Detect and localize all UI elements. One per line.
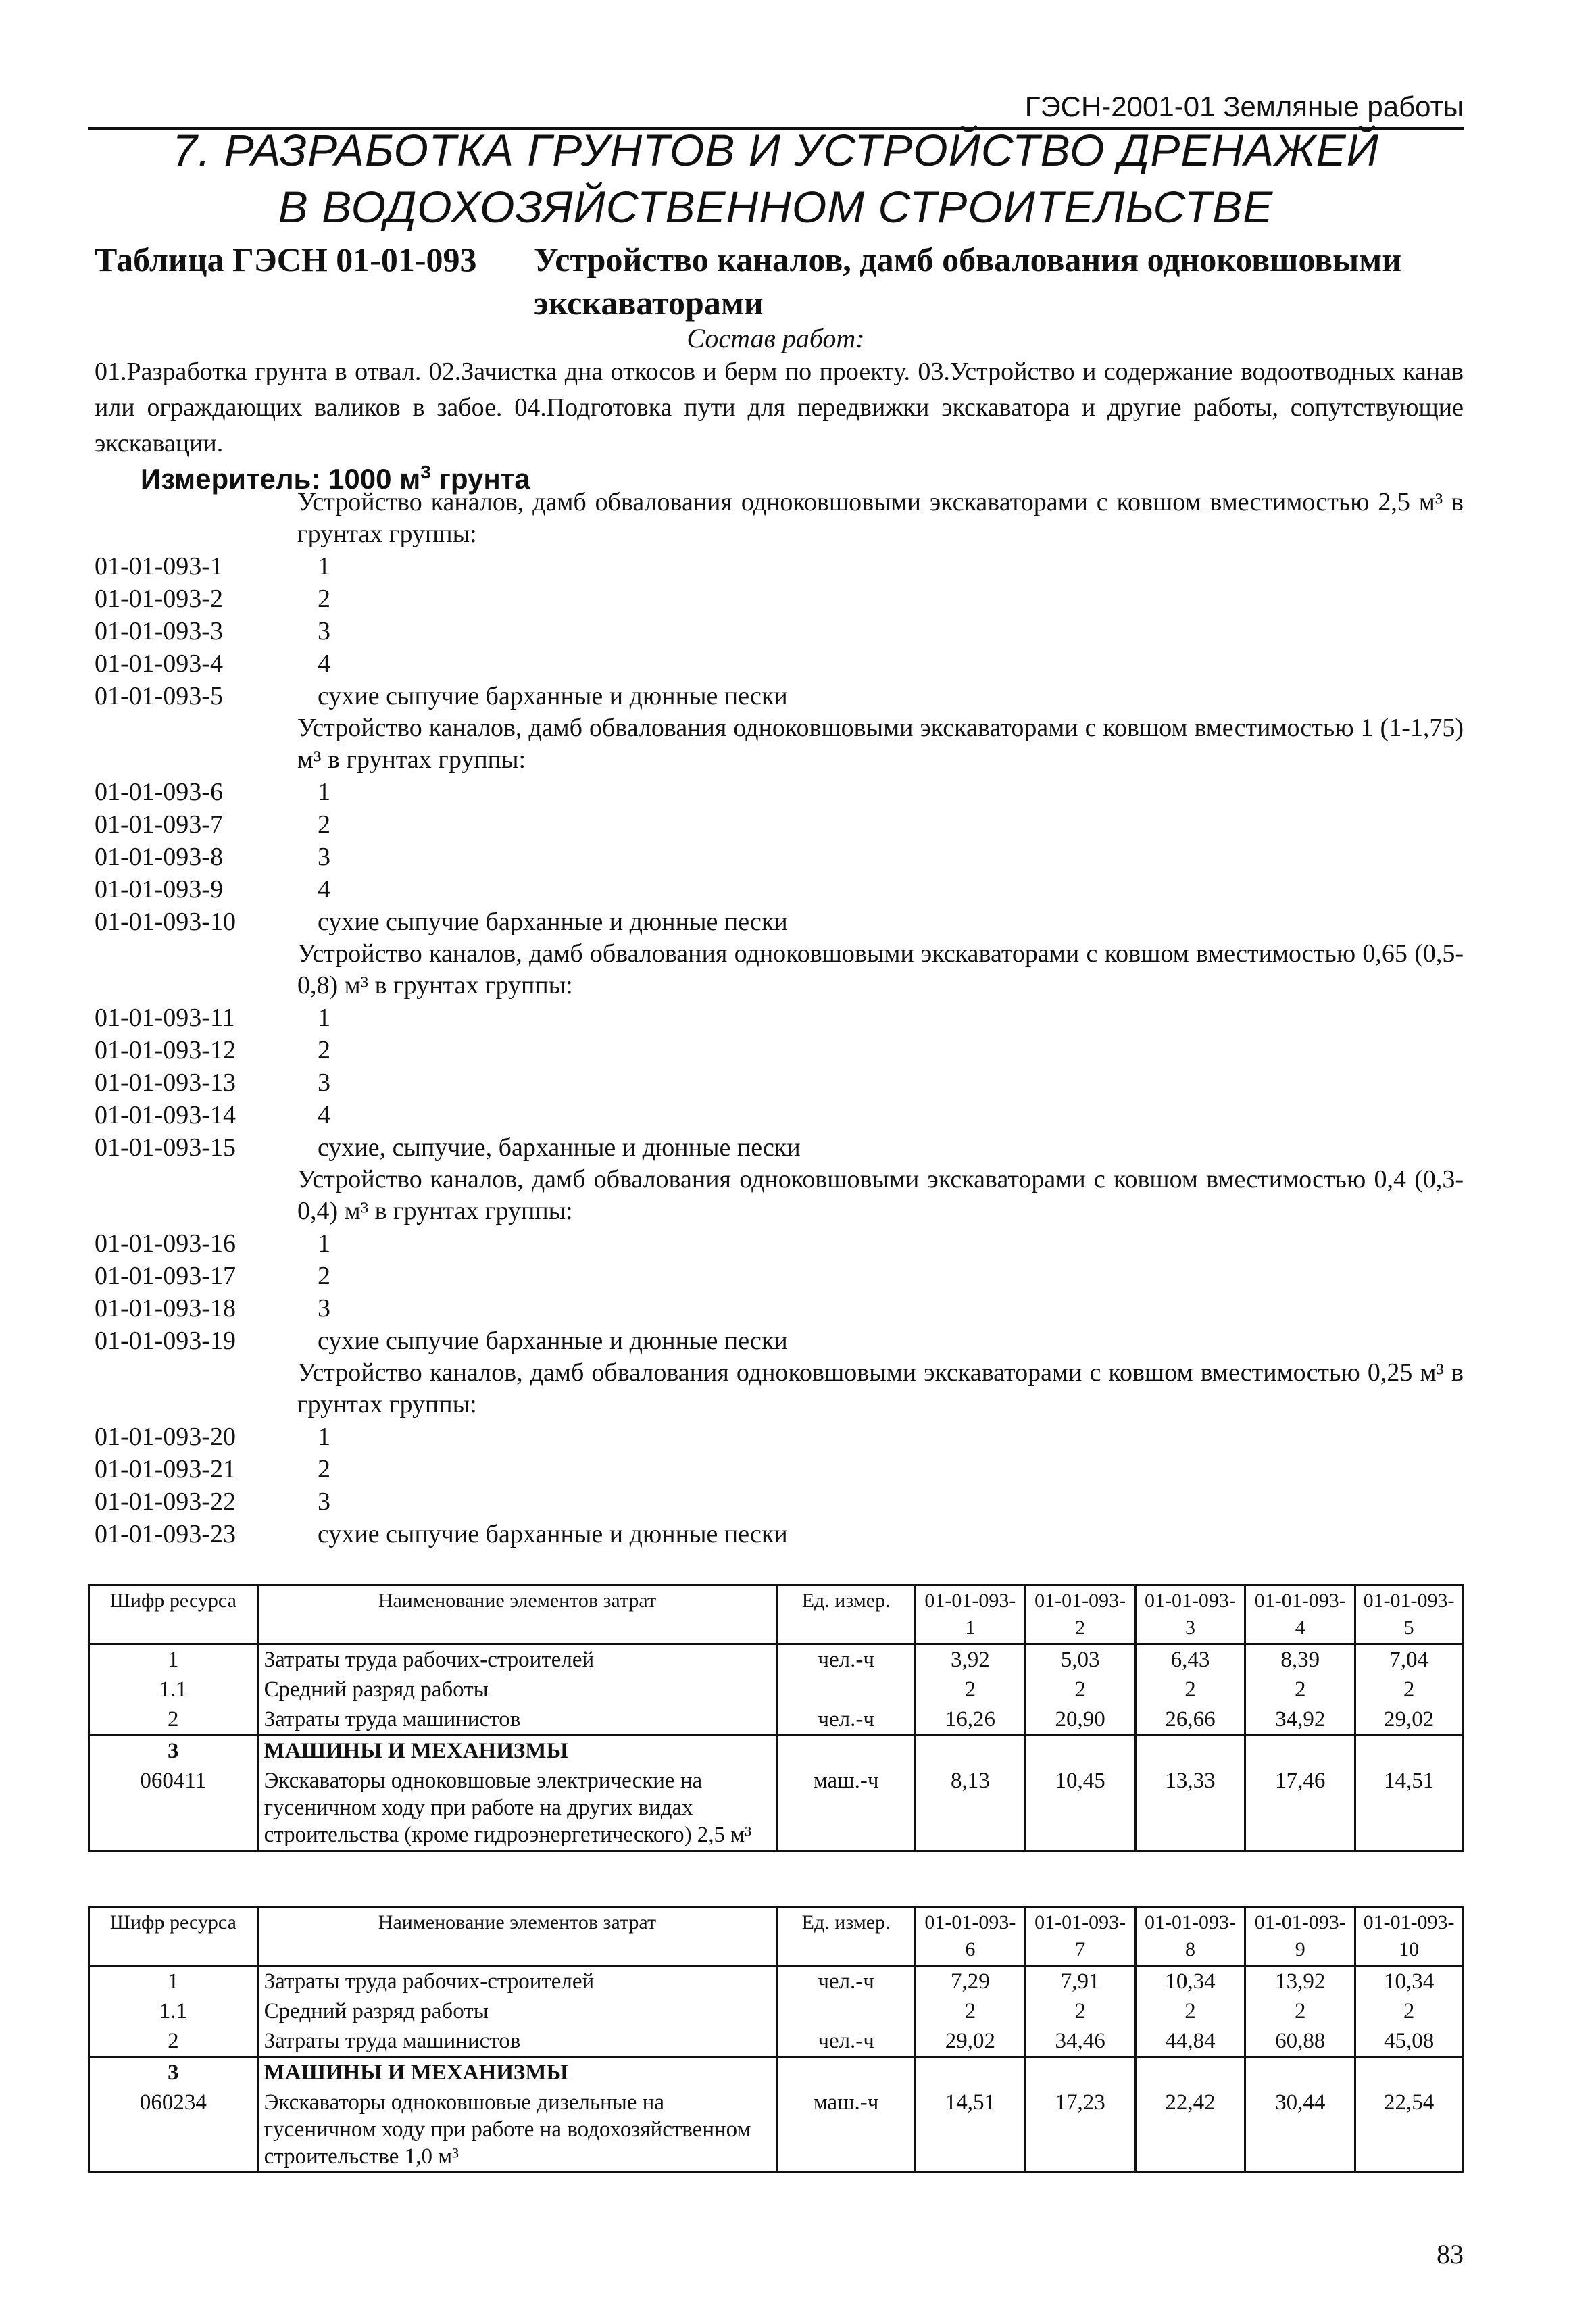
item-code: 01-01-093-22 bbox=[95, 1487, 236, 1516]
list-item bbox=[95, 615, 1464, 647]
section-title-line-2: В ВОДОХОЗЯЙСТВЕННОМ СТРОИТЕЛЬСТВЕ bbox=[278, 182, 1274, 232]
item-description: 4 bbox=[318, 1101, 330, 1129]
header-norm-code: 01-01-093-10 bbox=[1355, 1907, 1463, 1966]
value-cell: 2 bbox=[1135, 1996, 1245, 2026]
value-cell: 8,13 bbox=[916, 1766, 1026, 1851]
item-description: сухие, сыпучие, барханные и дюнные пески bbox=[318, 1133, 801, 1162]
value-cell: 45,08 bbox=[1355, 2026, 1463, 2057]
empty-cell bbox=[1025, 1736, 1135, 1767]
list-item bbox=[95, 1421, 1464, 1453]
header-norm-code: 01-01-093-2 bbox=[1025, 1585, 1135, 1644]
measure-prefix: Измеритель: 1000 м bbox=[141, 463, 421, 495]
list-item bbox=[95, 808, 1464, 841]
header-norm-code: 01-01-093-3 bbox=[1135, 1585, 1245, 1644]
value-cell: 5,03 bbox=[1025, 1644, 1135, 1675]
list-item bbox=[95, 1518, 1464, 1550]
norm-items-list bbox=[95, 487, 1464, 1550]
value-cell: 3,92 bbox=[916, 1644, 1026, 1675]
cost-element-name: Затраты труда рабочих-строителей bbox=[257, 1644, 777, 1675]
unit: маш.-ч bbox=[777, 2088, 916, 2173]
value-cell: 2 bbox=[915, 1996, 1025, 2026]
empty-cell bbox=[915, 2057, 1025, 2088]
composition-title: Состав работ: bbox=[687, 323, 865, 353]
value-cell: 26,66 bbox=[1135, 1704, 1245, 1736]
table-row bbox=[89, 1675, 1463, 1704]
machines-section-title: МАШИНЫ И МЕХАНИЗМЫ bbox=[257, 1736, 777, 1767]
list-item bbox=[95, 906, 1464, 938]
value-cell: 34,92 bbox=[1245, 1704, 1355, 1736]
list-item bbox=[95, 680, 1464, 712]
value-cell: 14,51 bbox=[1355, 1766, 1463, 1851]
item-description: 1 bbox=[318, 1229, 330, 1258]
value-cell: 6,43 bbox=[1135, 1644, 1245, 1675]
header-cost-elements: Наименование элементов затрат bbox=[257, 1585, 777, 1644]
value-cell: 17,46 bbox=[1245, 1766, 1355, 1851]
page-number: 83 bbox=[1437, 2239, 1464, 2269]
value-cell: 7,29 bbox=[915, 1966, 1025, 1997]
value-cell: 10,45 bbox=[1025, 1766, 1135, 1851]
value-cell: 10,34 bbox=[1355, 1966, 1463, 1997]
header-unit: Ед. измер. bbox=[777, 1907, 916, 1966]
list-item bbox=[95, 776, 1464, 808]
list-item bbox=[95, 1260, 1464, 1292]
table-header-row bbox=[89, 1907, 1463, 1966]
value-cell: 2 bbox=[1245, 1675, 1355, 1704]
section-title-line-1: 7. РАЗРАБОТКА ГРУНТОВ И УСТРОЙСТВО ДРЕНАЖЕЙ bbox=[172, 125, 1379, 175]
resource-code: 060234 bbox=[89, 2088, 258, 2173]
resource-table-1 bbox=[88, 1584, 1464, 1852]
item-code: 01-01-093-21 bbox=[95, 1455, 236, 1483]
item-code: 01-01-093-9 bbox=[95, 875, 223, 904]
resource-code: 1.1 bbox=[89, 1675, 258, 1704]
empty-cell bbox=[1135, 1736, 1245, 1767]
item-description: 3 bbox=[318, 843, 330, 871]
item-description: 3 bbox=[318, 1068, 330, 1097]
item-description: Устройство каналов, дамб обвалования одноковшовыми экскаваторами с ковшом вместимостью 0,4 (0,3-0,4) м³ в грунтах группы: bbox=[297, 1165, 1464, 1225]
item-code: 01-01-093-5 bbox=[95, 682, 223, 710]
item-code: 01-01-093-10 bbox=[95, 908, 236, 936]
item-code bbox=[95, 712, 297, 776]
empty-cell bbox=[1245, 2057, 1355, 2088]
header-norm-code: 01-01-093-9 bbox=[1245, 1907, 1355, 1966]
value-cell: 16,26 bbox=[916, 1704, 1026, 1736]
value-cell: 30,44 bbox=[1245, 2088, 1355, 2173]
table-title: Устройство каналов, дамб обвалования одноковшовыми экскаваторами bbox=[534, 241, 1402, 322]
header-norm-code: 01-01-093-5 bbox=[1355, 1585, 1463, 1644]
measure-suffix: грунта bbox=[430, 463, 530, 495]
item-description: Устройство каналов, дамб обвалования одноковшовыми экскаваторами с ковшом вместимостью 0,25 м³ в грунтах группы: bbox=[297, 1358, 1464, 1419]
value-cell: 7,91 bbox=[1025, 1966, 1135, 1997]
resource-code: 2 bbox=[89, 1704, 258, 1736]
value-cell: 2 bbox=[1025, 1996, 1135, 2026]
machines-section-row bbox=[89, 2057, 1463, 2088]
header-norm-code: 01-01-093-7 bbox=[1025, 1907, 1135, 1966]
empty-cell bbox=[1025, 2057, 1135, 2088]
item-description: Устройство каналов, дамб обвалования одноковшовыми экскаваторами с ковшом вместимостью 2,5 м³ в грунтах группы: bbox=[297, 488, 1464, 548]
item-description: 1 bbox=[318, 1004, 330, 1032]
item-code: 01-01-093-17 bbox=[95, 1262, 236, 1290]
resource-code: 060411 bbox=[89, 1766, 258, 1851]
value-cell: 22,42 bbox=[1135, 2088, 1245, 2173]
group-heading bbox=[95, 1164, 1464, 1227]
item-code bbox=[95, 1164, 297, 1227]
group-heading bbox=[95, 1357, 1464, 1421]
cost-element-name: Затраты труда машинистов bbox=[257, 1704, 777, 1736]
item-code: 01-01-093-1 bbox=[95, 552, 223, 581]
value-cell: 13,33 bbox=[1135, 1766, 1245, 1851]
resource-code: 3 bbox=[89, 1736, 258, 1767]
list-item bbox=[95, 873, 1464, 906]
section-title bbox=[88, 122, 1464, 235]
header-resource-code: Шифр ресурса bbox=[89, 1907, 258, 1966]
group-heading bbox=[95, 712, 1464, 776]
table-row bbox=[89, 1644, 1463, 1675]
item-code: 01-01-093-11 bbox=[95, 1004, 235, 1032]
measure-superscript: 3 bbox=[420, 462, 431, 483]
item-description: 2 bbox=[318, 1262, 330, 1290]
table-row bbox=[89, 1704, 1463, 1736]
table-row bbox=[89, 1996, 1463, 2026]
composition-text: 01.Разработка грунта в отвал. 02.Зачистка дна откосов и берм по проекту. 03.Устройство и содержание водоотводных канав или ограждающих валиков в забое. 04.Подготовка пути для передвижки экскаватора и другие работы, сопутствующие экскавации. bbox=[95, 358, 1464, 458]
item-description: сухие сыпучие барханные и дюнные пески bbox=[318, 682, 788, 710]
item-code: 01-01-093-7 bbox=[95, 810, 223, 839]
list-item bbox=[95, 1066, 1464, 1099]
resource-code: 1 bbox=[89, 1966, 258, 1997]
unit: чел.-ч bbox=[777, 1644, 916, 1675]
item-description: 3 bbox=[318, 1294, 330, 1323]
item-description: сухие сыпучие барханные и дюнные пески bbox=[318, 1520, 788, 1548]
list-item bbox=[95, 1227, 1464, 1260]
resource-code: 1 bbox=[89, 1644, 258, 1675]
value-cell: 2 bbox=[916, 1675, 1026, 1704]
value-cell: 20,90 bbox=[1025, 1704, 1135, 1736]
value-cell: 2 bbox=[1355, 1675, 1463, 1704]
machine-row bbox=[89, 1766, 1463, 1851]
item-code bbox=[95, 1357, 297, 1421]
item-code: 01-01-093-8 bbox=[95, 843, 223, 871]
list-item bbox=[95, 1453, 1464, 1485]
header-cost-elements: Наименование элементов затрат bbox=[257, 1907, 777, 1966]
item-description: Устройство каналов, дамб обвалования одноковшовыми экскаваторами с ковшом вместимостью 0,65 (0,5-0,8) м³ в грунтах группы: bbox=[297, 939, 1464, 1000]
cost-element-name: Средний разряд работы bbox=[257, 1996, 777, 2026]
item-code: 01-01-093-6 bbox=[95, 778, 223, 806]
unit: чел.-ч bbox=[777, 1704, 916, 1736]
item-description: Устройство каналов, дамб обвалования одноковшовыми экскаваторами с ковшом вместимостью 1 (1-1,75) м³ в грунтах группы: bbox=[297, 714, 1464, 774]
value-cell: 2 bbox=[1025, 1675, 1135, 1704]
list-item bbox=[95, 1485, 1464, 1518]
table-row bbox=[89, 1966, 1463, 1997]
list-item bbox=[95, 1292, 1464, 1325]
running-title: ГЭСН-2001-01 Земляные работы bbox=[1024, 91, 1464, 122]
value-cell: 2 bbox=[1135, 1675, 1245, 1704]
value-cell: 2 bbox=[1355, 1996, 1463, 2026]
item-code: 01-01-093-14 bbox=[95, 1101, 236, 1129]
empty-cell bbox=[1355, 1736, 1463, 1767]
list-item bbox=[95, 1034, 1464, 1066]
item-description: 2 bbox=[318, 1036, 330, 1064]
item-code: 01-01-093-13 bbox=[95, 1068, 236, 1097]
empty-cell bbox=[777, 2057, 916, 2088]
unit: чел.-ч bbox=[777, 2026, 916, 2057]
machines-section-row bbox=[89, 1736, 1463, 1767]
unit bbox=[777, 1675, 916, 1704]
item-code: 01-01-093-16 bbox=[95, 1229, 236, 1258]
header-norm-code: 01-01-093-8 bbox=[1135, 1907, 1245, 1966]
unit: маш.-ч bbox=[777, 1766, 916, 1851]
item-code: 01-01-093-2 bbox=[95, 585, 223, 613]
list-item bbox=[95, 1131, 1464, 1164]
value-cell: 34,46 bbox=[1025, 2026, 1135, 2057]
item-code: 01-01-093-23 bbox=[95, 1520, 236, 1548]
machine-name: Экскаваторы одноковшовые дизельные на гусеничном ходу при работе на водохозяйственном строительстве 1,0 м³ bbox=[257, 2088, 777, 2173]
list-item bbox=[95, 841, 1464, 873]
item-description: 4 bbox=[318, 649, 330, 678]
value-cell: 8,39 bbox=[1245, 1644, 1355, 1675]
item-description: 1 bbox=[318, 1423, 330, 1451]
list-item bbox=[95, 1099, 1464, 1131]
item-code: 01-01-093-18 bbox=[95, 1294, 236, 1323]
value-cell: 17,23 bbox=[1025, 2088, 1135, 2173]
list-item bbox=[95, 647, 1464, 680]
item-code: 01-01-093-4 bbox=[95, 649, 223, 678]
item-code: 01-01-093-20 bbox=[95, 1423, 236, 1451]
value-cell: 29,02 bbox=[1355, 1704, 1463, 1736]
item-code: 01-01-093-15 bbox=[95, 1133, 236, 1162]
item-description: сухие сыпучие барханные и дюнные пески bbox=[318, 1327, 788, 1355]
value-cell: 44,84 bbox=[1135, 2026, 1245, 2057]
unit bbox=[777, 1996, 916, 2026]
item-description: 1 bbox=[318, 778, 330, 806]
empty-cell bbox=[916, 1736, 1026, 1767]
resource-code: 2 bbox=[89, 2026, 258, 2057]
header-norm-code: 01-01-093-6 bbox=[915, 1907, 1025, 1966]
item-description: 3 bbox=[318, 617, 330, 645]
header-norm-code: 01-01-093-4 bbox=[1245, 1585, 1355, 1644]
cost-element-name: Средний разряд работы bbox=[257, 1675, 777, 1704]
item-code bbox=[95, 487, 297, 550]
list-item bbox=[95, 1325, 1464, 1357]
table-label: Таблица ГЭСН 01-01-093 bbox=[95, 241, 477, 278]
resource-table-2 bbox=[88, 1906, 1464, 2173]
item-description: 2 bbox=[318, 585, 330, 613]
header-resource-code: Шифр ресурса bbox=[89, 1585, 258, 1644]
empty-cell bbox=[777, 1736, 916, 1767]
empty-cell bbox=[1135, 2057, 1245, 2088]
item-code: 01-01-093-19 bbox=[95, 1327, 236, 1355]
table-header-row bbox=[89, 1585, 1463, 1644]
header-norm-code: 01-01-093-1 bbox=[916, 1585, 1026, 1644]
machine-row bbox=[89, 2088, 1463, 2173]
list-item bbox=[95, 1002, 1464, 1034]
group-heading bbox=[95, 938, 1464, 1002]
resource-code: 3 bbox=[89, 2057, 258, 2088]
cost-element-name: Затраты труда машинистов bbox=[257, 2026, 777, 2057]
item-description: 2 bbox=[318, 810, 330, 839]
cost-element-name: Затраты труда рабочих-строителей bbox=[257, 1966, 777, 1997]
list-item bbox=[95, 583, 1464, 615]
item-code bbox=[95, 938, 297, 1002]
machine-name: Экскаваторы одноковшовые электрические на гусеничном ходу при работе на других видах строительства (кроме гидроэнергетического) 2,5 м³ bbox=[257, 1766, 777, 1851]
item-description: 3 bbox=[318, 1487, 330, 1516]
item-description: 1 bbox=[318, 552, 330, 581]
resource-code: 1.1 bbox=[89, 1996, 258, 2026]
group-heading bbox=[95, 487, 1464, 550]
machines-section-title: МАШИНЫ И МЕХАНИЗМЫ bbox=[257, 2057, 777, 2088]
value-cell: 60,88 bbox=[1245, 2026, 1355, 2057]
unit: чел.-ч bbox=[777, 1966, 916, 1997]
value-cell: 2 bbox=[1245, 1996, 1355, 2026]
table-row bbox=[89, 2026, 1463, 2057]
list-item bbox=[95, 550, 1464, 583]
item-description: сухие сыпучие барханные и дюнные пески bbox=[318, 908, 788, 936]
value-cell: 13,92 bbox=[1245, 1966, 1355, 1997]
item-code: 01-01-093-3 bbox=[95, 617, 223, 645]
value-cell: 7,04 bbox=[1355, 1644, 1463, 1675]
item-description: 2 bbox=[318, 1455, 330, 1483]
empty-cell bbox=[1355, 2057, 1463, 2088]
value-cell: 29,02 bbox=[915, 2026, 1025, 2057]
item-description: 4 bbox=[318, 875, 330, 904]
value-cell: 10,34 bbox=[1135, 1966, 1245, 1997]
header-unit: Ед. измер. bbox=[777, 1585, 916, 1644]
empty-cell bbox=[1245, 1736, 1355, 1767]
value-cell: 14,51 bbox=[915, 2088, 1025, 2173]
item-code: 01-01-093-12 bbox=[95, 1036, 236, 1064]
value-cell: 22,54 bbox=[1355, 2088, 1463, 2173]
